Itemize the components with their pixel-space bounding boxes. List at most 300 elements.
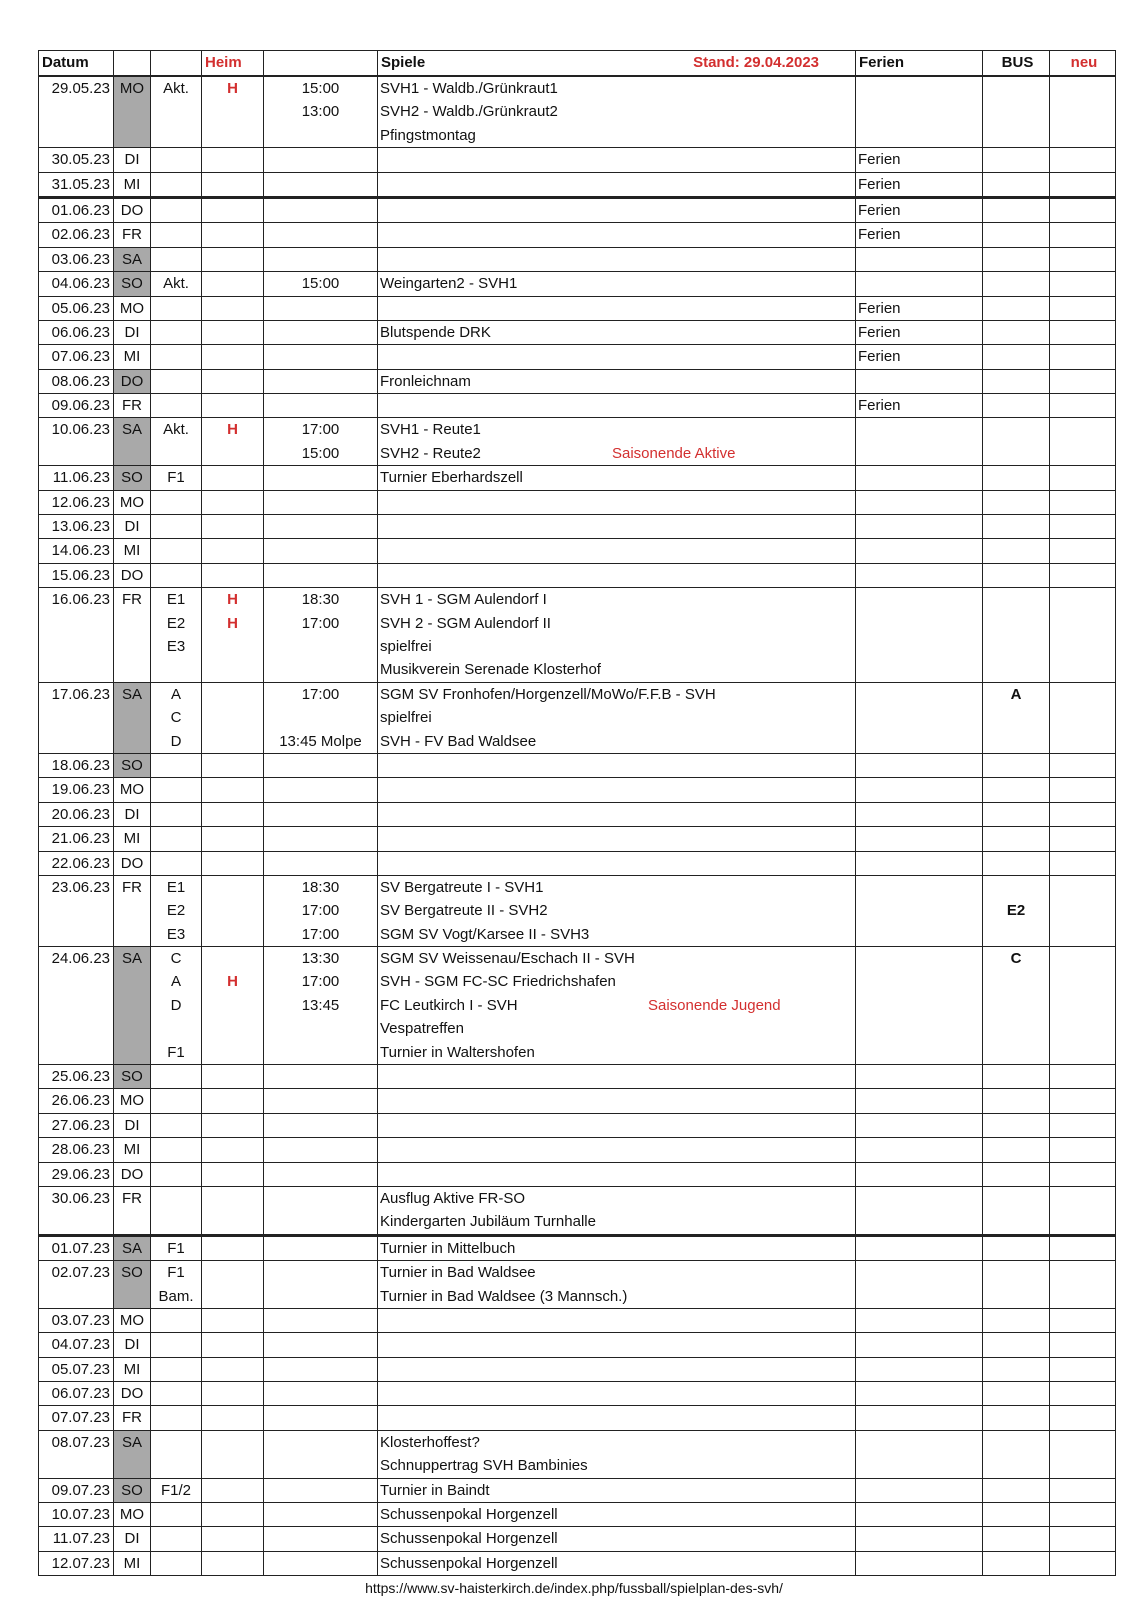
footer-url: https://www.sv-haisterkirch.de/index.php/fussball/spielplan-des-svh/ — [365, 1580, 783, 1596]
date-cell — [39, 1333, 114, 1357]
team-cell — [151, 563, 202, 587]
time-cell — [264, 1138, 378, 1162]
date-text: 04.06.23 — [51, 275, 110, 293]
weekday-cell — [114, 1333, 151, 1357]
neu-cell — [1050, 947, 1116, 1065]
weekday-text: DO — [120, 1165, 144, 1183]
team-cell — [151, 223, 202, 247]
weekday-text: MI — [123, 1554, 141, 1572]
neu-cell — [1050, 1138, 1116, 1162]
heim-marker: H — [227, 421, 238, 439]
date-cell — [39, 1551, 114, 1575]
game-cell — [378, 1382, 856, 1406]
bus-text — [983, 588, 1049, 611]
team-cell — [151, 875, 202, 946]
weekday-cell — [114, 1357, 151, 1381]
game-text: Turnier Eberhardszell — [380, 469, 523, 487]
heim-cell — [202, 1138, 264, 1162]
ferien-text: Ferien — [858, 201, 901, 219]
team-cell — [151, 369, 202, 393]
date-cell — [39, 172, 114, 197]
game-cell — [378, 1138, 856, 1162]
time-text — [264, 1382, 377, 1405]
date-cell — [39, 148, 114, 172]
header-ferien: Ferien — [856, 51, 983, 77]
heim-marker — [202, 1237, 263, 1260]
team-text — [151, 1431, 201, 1454]
weekday-cell — [114, 197, 151, 222]
bus-text — [983, 370, 1049, 393]
ferien-cell — [856, 394, 983, 418]
header-heim: Heim — [202, 51, 264, 77]
neu-cell — [1050, 563, 1116, 587]
table-row — [39, 172, 1116, 197]
game-text — [380, 491, 855, 514]
team-text: F1 — [167, 469, 185, 487]
date-text: 17.06.23 — [51, 685, 110, 703]
bus-text — [983, 754, 1049, 777]
game-cell — [378, 369, 856, 393]
table-row — [39, 1308, 1116, 1332]
weekday-text: FR — [122, 397, 142, 415]
date-text: 28.06.23 — [51, 1141, 110, 1159]
date-text: 29.05.23 — [51, 80, 110, 97]
game-text: Turnier in Bad Waldsee — [380, 1264, 536, 1282]
team-text: F1 — [167, 1264, 185, 1282]
time-text — [264, 1406, 377, 1429]
date-cell — [39, 1503, 114, 1527]
time-cell — [264, 753, 378, 777]
time-cell — [264, 1527, 378, 1551]
neu-cell — [1050, 753, 1116, 777]
weekday-text: MO — [119, 781, 145, 799]
game-text: SV Bergatreute I - SVH1 — [380, 878, 544, 896]
neu-cell — [1050, 345, 1116, 369]
team-cell — [151, 320, 202, 344]
heim-cell — [202, 1113, 264, 1137]
heim-cell — [202, 1261, 264, 1309]
neu-cell — [1050, 418, 1116, 466]
game-cell — [378, 588, 856, 683]
team-cell — [151, 802, 202, 826]
date-text: 08.06.23 — [51, 372, 110, 390]
time-cell — [264, 802, 378, 826]
ferien-cell — [856, 778, 983, 802]
heim-cell — [202, 1430, 264, 1478]
heim-marker — [202, 1527, 263, 1550]
table-row — [39, 802, 1116, 826]
bus-cell — [983, 682, 1050, 753]
weekday-cell — [114, 1478, 151, 1502]
date-cell — [39, 272, 114, 296]
bus-cell — [983, 223, 1050, 247]
table-row — [39, 320, 1116, 344]
time-text — [264, 491, 377, 514]
time-cell — [264, 172, 378, 197]
team-text — [151, 1114, 201, 1137]
neu-cell — [1050, 1357, 1116, 1381]
team-text — [151, 1333, 201, 1356]
ferien-text — [858, 588, 982, 611]
heim-cell — [202, 753, 264, 777]
bus-text: C — [1010, 950, 1022, 968]
game-cell — [378, 223, 856, 247]
time-text — [264, 1358, 377, 1381]
ferien-text: Ferien — [858, 226, 901, 244]
heim-cell — [202, 778, 264, 802]
team-text: D — [170, 732, 182, 750]
heim-cell — [202, 851, 264, 875]
date-cell — [39, 1113, 114, 1137]
game-cell — [378, 1065, 856, 1089]
bus-cell — [983, 1478, 1050, 1502]
team-cell — [151, 418, 202, 466]
heim-cell — [202, 1162, 264, 1186]
neu-cell — [1050, 247, 1116, 271]
date-text: 09.07.23 — [51, 1481, 110, 1499]
ferien-cell — [856, 1065, 983, 1089]
heim-cell — [202, 345, 264, 369]
neu-cell — [1050, 197, 1116, 222]
heim-marker — [202, 947, 263, 970]
game-cell — [378, 539, 856, 563]
game-cell — [378, 1527, 856, 1551]
game-text: SGM SV Weissenau/Eschach II - SVH — [380, 950, 635, 968]
heim-cell — [202, 76, 264, 148]
heim-cell — [202, 172, 264, 197]
schedule-body — [39, 76, 1116, 1576]
ferien-cell — [856, 490, 983, 514]
header-datum: Datum — [39, 51, 114, 77]
weekday-cell — [114, 394, 151, 418]
team-cell — [151, 1162, 202, 1186]
time-cell — [264, 345, 378, 369]
heim-marker — [202, 876, 263, 899]
weekday-text: DI — [124, 1336, 140, 1354]
game-cell — [378, 490, 856, 514]
time-text: 17:00 — [301, 973, 340, 991]
date-text: 07.07.23 — [51, 1409, 110, 1427]
team-text — [151, 1527, 201, 1550]
game-text: SVH - SGM FC-SC Friedrichshafen — [380, 973, 616, 991]
time-cell — [264, 490, 378, 514]
team-cell — [151, 753, 202, 777]
ferien-cell — [856, 466, 983, 490]
table-row — [39, 682, 1116, 753]
weekday-cell — [114, 1186, 151, 1235]
date-cell — [39, 851, 114, 875]
bus-cell — [983, 76, 1050, 148]
date-cell — [39, 753, 114, 777]
bus-cell — [983, 1138, 1050, 1162]
bus-cell — [983, 851, 1050, 875]
header-stand: Stand: 29.04.2023 — [693, 54, 819, 71]
game-text — [380, 248, 855, 271]
heim-marker — [202, 345, 263, 368]
bus-text — [983, 923, 1049, 946]
weekday-cell — [114, 76, 151, 148]
date-text: 26.06.23 — [51, 1092, 110, 1110]
bus-cell — [983, 172, 1050, 197]
game-cell — [378, 515, 856, 539]
game-cell — [378, 827, 856, 851]
bus-cell — [983, 1308, 1050, 1332]
team-cell — [151, 1113, 202, 1137]
ferien-text: Ferien — [858, 397, 901, 415]
bus-cell — [983, 1065, 1050, 1089]
ferien-text: Ferien — [858, 348, 901, 366]
time-text — [264, 1333, 377, 1356]
table-row — [39, 148, 1116, 172]
weekday-text: FR — [122, 226, 142, 244]
date-text: 05.06.23 — [51, 299, 110, 317]
team-cell — [151, 272, 202, 296]
bus-cell — [983, 394, 1050, 418]
table-row — [39, 1162, 1116, 1186]
weekday-text: MO — [119, 1092, 145, 1110]
table-row — [39, 418, 1116, 466]
date-text: 27.06.23 — [51, 1116, 110, 1134]
date-text: 07.06.23 — [51, 348, 110, 366]
table-row — [39, 369, 1116, 393]
date-cell — [39, 418, 114, 466]
game-text: Turnier in Bad Waldsee (3 Mannsch.) — [380, 1287, 628, 1305]
team-cell — [151, 345, 202, 369]
date-cell — [39, 1261, 114, 1309]
time-cell — [264, 1333, 378, 1357]
game-text — [380, 1089, 855, 1112]
ferien-cell — [856, 682, 983, 753]
weekday-text: SA — [121, 1433, 142, 1451]
time-text — [264, 1261, 377, 1284]
time-text: 13:45 — [301, 996, 340, 1014]
weekday-text: SO — [121, 1481, 143, 1499]
bus-cell — [983, 947, 1050, 1065]
date-cell — [39, 369, 114, 393]
team-text: D — [170, 996, 182, 1014]
weekday-text: DO — [120, 201, 144, 219]
bus-cell — [983, 1382, 1050, 1406]
neu-cell — [1050, 466, 1116, 490]
bus-text: A — [1010, 685, 1022, 703]
game-text — [380, 199, 855, 222]
game-text: SVH 1 - SGM Aulendorf I — [380, 591, 547, 609]
heim-cell — [202, 148, 264, 172]
weekday-cell — [114, 1551, 151, 1575]
team-text: E2 — [166, 902, 186, 920]
neu-cell — [1050, 875, 1116, 946]
time-text — [264, 370, 377, 393]
game-text: spielfrei — [380, 637, 432, 655]
time-text: 15:00 — [301, 444, 340, 462]
game-text: Weingarten2 - SVH1 — [380, 275, 518, 293]
game-text: Turnier in Mittelbuch — [380, 1239, 516, 1257]
game-text: SVH1 - Reute1 — [380, 421, 481, 439]
time-text — [264, 1210, 377, 1233]
bus-text — [983, 827, 1049, 850]
game-cell — [378, 1308, 856, 1332]
ferien-cell — [856, 1551, 983, 1575]
ferien-cell — [856, 345, 983, 369]
bus-cell — [983, 1551, 1050, 1575]
time-text — [264, 754, 377, 777]
bus-text — [983, 77, 1049, 100]
bus-text — [983, 466, 1049, 489]
team-text — [151, 1382, 201, 1405]
time-text — [264, 658, 377, 681]
date-cell — [39, 515, 114, 539]
ferien-text — [858, 1114, 982, 1137]
ferien-text: Ferien — [858, 323, 901, 341]
bus-cell — [983, 320, 1050, 344]
bus-text — [983, 124, 1049, 147]
game-cell — [378, 1503, 856, 1527]
ferien-text — [858, 1138, 982, 1161]
neu-cell — [1050, 682, 1116, 753]
team-text — [151, 124, 201, 147]
ferien-text — [858, 1406, 982, 1429]
ferien-text — [858, 77, 982, 100]
ferien-text — [858, 1187, 982, 1210]
game-cell — [378, 76, 856, 148]
date-cell — [39, 490, 114, 514]
table-row — [39, 515, 1116, 539]
heim-cell — [202, 682, 264, 753]
date-text: 11.07.23 — [52, 1530, 110, 1548]
neu-cell — [1050, 588, 1116, 683]
weekday-cell — [114, 247, 151, 271]
bus-text — [983, 418, 1049, 441]
bus-text — [983, 223, 1049, 246]
weekday-cell — [114, 345, 151, 369]
bus-text — [983, 248, 1049, 271]
time-text: 17:00 — [301, 685, 340, 703]
ferien-text — [858, 876, 982, 899]
team-text: Akt. — [163, 80, 189, 97]
weekday-cell — [114, 588, 151, 683]
heim-marker — [202, 1210, 263, 1233]
bus-text — [983, 442, 1049, 465]
time-text — [264, 345, 377, 368]
heim-cell — [202, 1235, 264, 1260]
heim-marker — [202, 199, 263, 222]
team-text — [151, 1454, 201, 1477]
time-text: 17:00 — [301, 925, 340, 943]
time-text — [264, 1454, 377, 1477]
game-text: Kindergarten Jubiläum Turnhalle — [380, 1213, 596, 1231]
team-cell — [151, 1308, 202, 1332]
neu-cell — [1050, 539, 1116, 563]
date-cell — [39, 320, 114, 344]
weekday-cell — [114, 172, 151, 197]
neu-cell — [1050, 1261, 1116, 1309]
ferien-text — [858, 491, 982, 514]
game-text — [380, 1114, 855, 1137]
date-text: 16.06.23 — [51, 591, 110, 609]
ferien-text — [858, 1309, 982, 1332]
game-text: spielfrei — [380, 709, 432, 727]
team-text — [151, 345, 201, 368]
weekday-cell — [114, 1503, 151, 1527]
team-cell — [151, 1186, 202, 1235]
team-text — [151, 1138, 201, 1161]
weekday-cell — [114, 272, 151, 296]
heim-marker — [202, 100, 263, 123]
table-row — [39, 1235, 1116, 1260]
time-cell — [264, 1503, 378, 1527]
game-cell — [378, 418, 856, 466]
bus-text — [983, 1065, 1049, 1088]
weekday-text: MO — [119, 1311, 145, 1329]
team-cell — [151, 1478, 202, 1502]
ferien-cell — [856, 1382, 983, 1406]
date-cell — [39, 802, 114, 826]
table-row — [39, 1089, 1116, 1113]
heim-cell — [202, 466, 264, 490]
weekday-cell — [114, 1113, 151, 1137]
heim-cell — [202, 947, 264, 1065]
bus-text — [983, 1285, 1049, 1308]
time-cell — [264, 1357, 378, 1381]
time-cell — [264, 947, 378, 1065]
date-cell — [39, 1138, 114, 1162]
game-text — [380, 564, 855, 587]
game-cell — [378, 1357, 856, 1381]
weekday-text: FR — [122, 878, 142, 896]
ferien-text — [858, 1261, 982, 1284]
date-text: 05.07.23 — [51, 1360, 110, 1378]
bus-text — [983, 970, 1049, 993]
weekday-text: SO — [121, 1068, 143, 1086]
heim-marker — [202, 1309, 263, 1332]
heim-marker — [202, 827, 263, 850]
time-text: 18:30 — [301, 878, 340, 896]
time-cell — [264, 1089, 378, 1113]
neu-cell — [1050, 1308, 1116, 1332]
weekday-cell — [114, 1527, 151, 1551]
date-cell — [39, 947, 114, 1065]
time-cell — [264, 851, 378, 875]
neu-cell — [1050, 1406, 1116, 1430]
heim-marker: H — [227, 614, 238, 632]
game-text — [380, 1333, 855, 1356]
bus-text — [983, 778, 1049, 801]
ferien-cell — [856, 1503, 983, 1527]
weekday-text: SO — [121, 756, 143, 774]
time-text — [264, 466, 377, 489]
time-cell — [264, 1551, 378, 1575]
bus-cell — [983, 1503, 1050, 1527]
table-row — [39, 296, 1116, 320]
heim-cell — [202, 515, 264, 539]
date-cell — [39, 296, 114, 320]
time-text — [264, 1065, 377, 1088]
team-text — [151, 564, 201, 587]
ferien-cell — [856, 272, 983, 296]
time-cell — [264, 466, 378, 490]
heim-marker — [202, 1065, 263, 1088]
game-cell — [378, 1235, 856, 1260]
neu-cell — [1050, 320, 1116, 344]
table-row — [39, 563, 1116, 587]
heim-cell — [202, 1186, 264, 1235]
heim-cell — [202, 369, 264, 393]
game-text: SGM SV Vogt/Karsee II - SVH3 — [380, 925, 590, 943]
ferien-cell — [856, 1162, 983, 1186]
game-text — [380, 803, 855, 826]
heim-marker — [202, 1333, 263, 1356]
weekday-text: MI — [123, 830, 141, 848]
